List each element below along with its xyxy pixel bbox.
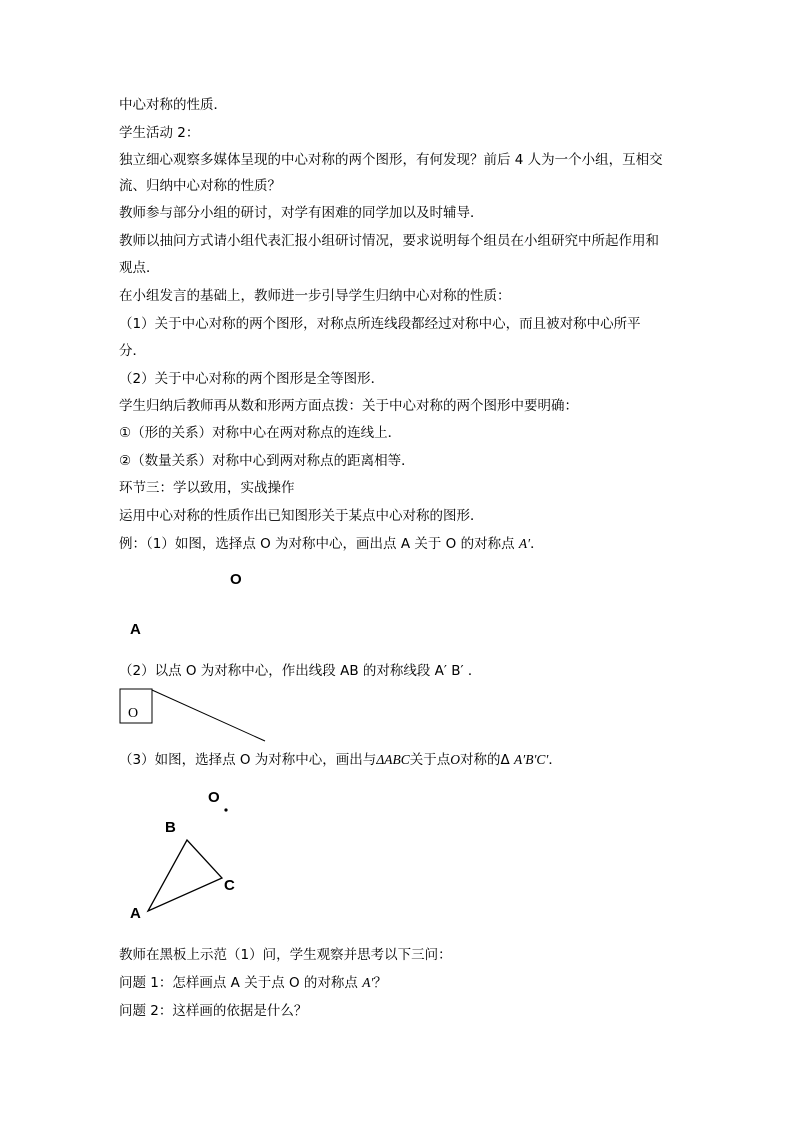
figure-3-label-a: A [130,905,141,922]
figure-3-label-b: B [165,819,176,836]
symbol-a-prime: A′ [518,536,531,551]
text-line: 流、归纳中心对称的性质？ [119,178,281,194]
question-2: 问题 2：这样画的依据是什么？ [119,1003,308,1019]
symbol-a-prime: A′ [362,975,374,990]
question-1 [119,973,387,993]
figure-2-segment-ab [152,690,265,741]
text-line: 教师在黑板上示范（1）问，学生观察并思考以下三问： [119,947,452,963]
text-line: 运用中心对称的性质作出已知图形关于某点中心对称的图形． [119,508,484,524]
text-line: ①（形的关系）对称中心在两对称点的连线上． [119,425,402,441]
punctuation: ． [548,752,562,768]
figure-1-label-a: A [130,621,141,638]
text-line: 教师参与部分小组的研讨，对学有困难的同学加以及时辅导． [119,205,484,221]
figure-3-point-o [224,808,227,811]
example-3 [119,750,562,770]
text-line: （1）关于中心对称的两个图形，对称点所连线段都经过对称中心，而且被对称中心所平 [119,316,641,332]
text-line: 观点． [119,260,160,276]
text-line: 学生归纳后教师再从数和形两方面点拨：关于中心对称的两个图形中要明确： [119,398,578,414]
text-line: （2）关于中心对称的两个图形是全等图形． [119,371,385,387]
figure-3-label-o: O [208,789,220,806]
punctuation: ． [530,536,544,552]
text-line: 中心对称的性质． [119,97,227,113]
text-line: 教师以抽问方式请小组代表汇报小组研讨情况，要求说明每个组员在小组研究中所起作用和 [119,233,659,249]
triangle-a-prime-b-prime-c-prime: A′B′C′ [514,752,549,767]
point-o: O [450,752,460,767]
text-line: 分． [119,343,146,359]
text-line: 环节三：学以致用，实战操作 [119,480,295,496]
figure-3-label-c: C [224,877,235,894]
text-line: 学生活动 2： [119,125,200,141]
punctuation: ？ [373,975,387,991]
example-2: （2）以点 O 为对称中心，作出线段 AB 的对称线段 A′ B′ ． [119,663,482,679]
figure-2-label-o: O [128,706,139,721]
figure-1-label-o: O [230,571,242,588]
text-line: 在小组发言的基础上，教师进一步引导学生归纳中心对称的性质： [119,288,511,304]
text-line: ②（数量关系）对称中心到两对称点的距离相等． [119,453,415,469]
example-3-text-mid: 关于点 [409,752,451,768]
example-3-text: （3）如图，选择点 O 为对称中心，画出与 [119,752,377,768]
text-line: 独立细心观察多媒体呈现的中心对称的两个图形，有何发现？前后 4 人为一个小组，互相交 [119,152,663,168]
example-1-text: 例：（1）如图，选择点 O 为对称中心，画出点 A 关于 O 的对称点 [119,536,519,552]
figure-3-triangle [148,840,222,911]
question-1-text: 问题 1：怎样画点 A 关于点 O 的对称点 [119,975,363,991]
triangle-abc: ΔABC [376,752,410,767]
example-3-text-mid2: 对称的Δ [459,752,515,768]
